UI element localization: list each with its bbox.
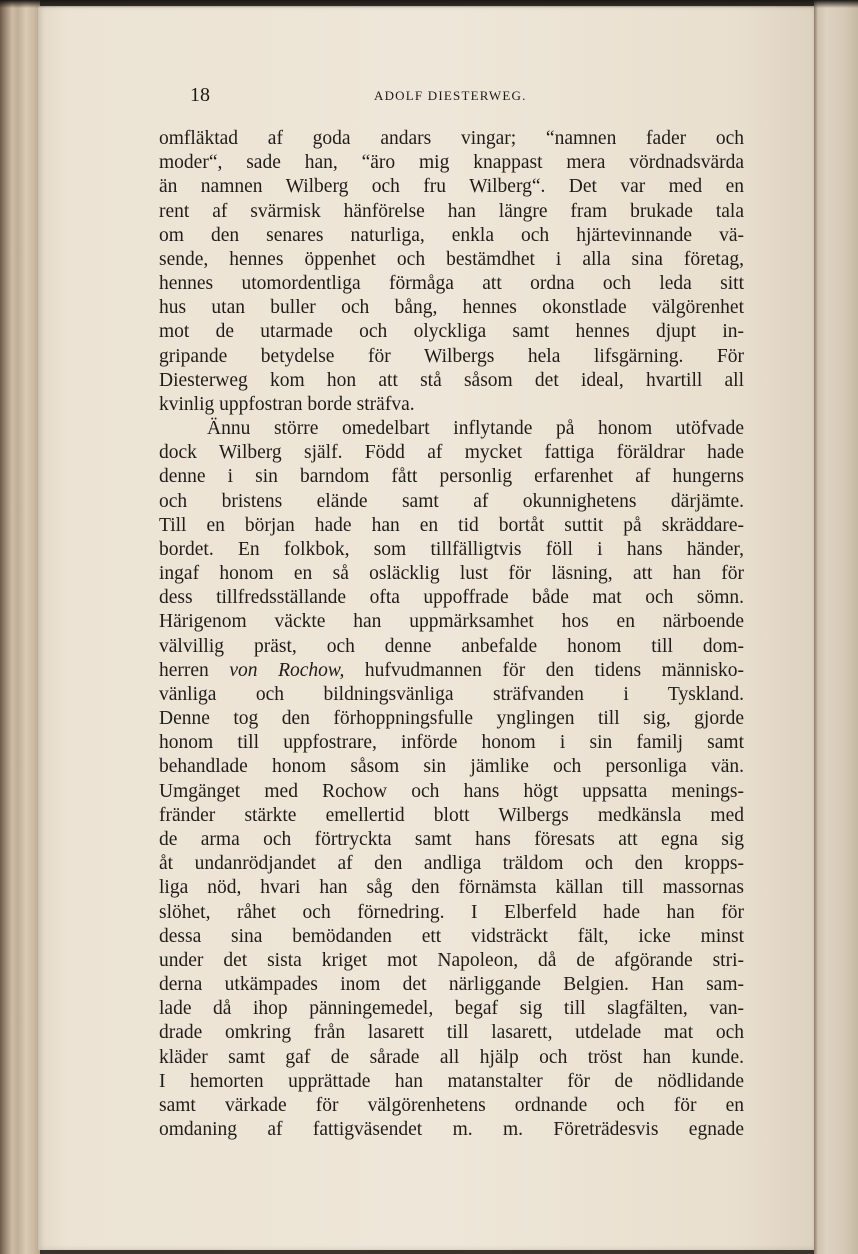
- text-line: än namnen Wilberg och fru Wilberg“. Det var med en: [159, 176, 744, 198]
- text-line: dock Wilberg själf. Född af mycket fattiga föräldrar hade: [159, 442, 744, 464]
- text-line: kläder samt gaf de sårade all hjälp och tröst han kunde.: [159, 1046, 744, 1068]
- text-line: åt undanrödjandet af den andliga träldom och den kropps-: [159, 853, 744, 875]
- text-segment: hufvudmannen för den tidens människo-: [344, 659, 744, 681]
- body-text: [159, 127, 744, 1142]
- text-line: mot de utarmade och olyckliga samt hennes djupt in-: [159, 321, 744, 343]
- page-header: [190, 84, 760, 110]
- italic-name: von Rochow,: [229, 659, 345, 681]
- text-line: behandlade honom såsom sin jämlike och personliga vän.: [159, 756, 744, 778]
- text-line: Till en början hade han en tid bortåt suttit på skräddare-: [159, 514, 744, 536]
- text-line: honom till uppfostrare, införde honom i sin familj samt: [159, 732, 744, 754]
- text-segment: herren: [159, 659, 230, 681]
- text-line: omdaning af fattigväsendet m. m. Företrädesvis egnade: [159, 1119, 744, 1141]
- text-line: dessa sina bemödanden ett vidsträckt fält, icke minst: [159, 925, 744, 947]
- text-line: Härigenom väckte han uppmärksamhet hos en närboende: [159, 611, 744, 633]
- running-head: ADOLF DIESTERWEG.: [374, 88, 527, 103]
- page-stack-left-edge: [0, 0, 40, 1254]
- text-line: sende, hennes öppenhet och bestämdhet i alla sina företag,: [159, 248, 744, 270]
- scan-top-shadow: [0, 0, 858, 8]
- text-line: samt värkade för välgörenhetens ordnande och för en: [159, 1094, 744, 1116]
- text-line: dess tillfredsställande ofta uppoffrade både mat och sömn.: [159, 587, 744, 609]
- text-line: [159, 659, 744, 683]
- text-line: vänliga och bildningsvänliga sträfvanden i Tyskland.: [159, 683, 744, 705]
- text-line: lade då ihop pänningemedel, begaf sig till slagfälten, van-: [159, 998, 744, 1020]
- text-line: derna utkämpades inom det närliggande Belgien. Han sam-: [159, 974, 744, 996]
- text-line: och bristens elände samt af okunnighetens därjämte.: [159, 490, 744, 512]
- text-line: rent af svärmisk hänförelse han längre fram brukade tala: [159, 200, 744, 222]
- text-line: Denne tog den förhoppningsfulle ynglingen till sig, gjorde: [159, 708, 744, 730]
- text-line: om den senares naturliga, enkla och hjärtevinnande vä-: [159, 224, 744, 246]
- text-line: fränder stärkte emellertid blott Wilbergs medkänsla med: [159, 804, 744, 826]
- text-line: gripande betydelse för Wilbergs hela lifsgärning. För: [159, 345, 744, 367]
- text-line: bordet. En folkbok, som tillfälligtvis föll i hans händer,: [159, 538, 744, 560]
- text-line: ingaf honom en så osläcklig lust för läsning, att han för: [159, 563, 744, 585]
- text-line: moder“, sade han, “äro mig knappast mera vördnadsvärda: [159, 152, 744, 174]
- text-line: drade omkring från lasarett till lasarett, utdelade mat och: [159, 1022, 744, 1044]
- text-line: välvillig präst, och denne anbefalde honom till dom-: [159, 635, 744, 657]
- text-line: omfläktad af goda andars vingar; “namnen fader och: [159, 128, 744, 149]
- text-line: slöhet, råhet och förnedring. I Elberfeld hade han för: [159, 901, 744, 923]
- text-line: under det sista kriget mot Napoleon, då de afgörande stri-: [159, 949, 744, 971]
- page-number: 18: [190, 84, 210, 106]
- text-line: I hemorten upprättade han matanstalter för de nödlidande: [159, 1070, 744, 1092]
- text-line: liga nöd, hvari han såg den förnämsta källan till massornas: [159, 877, 744, 899]
- text-line: hennes utomordentliga förmåga att ordna och leda sitt: [159, 273, 744, 295]
- text-line: Umgänget med Rochow och hans högt uppsatta menings-: [159, 780, 744, 802]
- text-line: Diesterweg kom hon att stå såsom det ideal, hvartill all: [159, 369, 744, 391]
- facing-page-edge: [814, 0, 858, 1254]
- text-line: de arma och förtryckta samt hans föresats att egna sig: [159, 828, 744, 850]
- text-line: Ännu större omedelbart inflytande på honom utöfvade: [207, 418, 744, 440]
- text-line: hus utan buller och bång, hennes okonstlade välgörenhet: [159, 297, 744, 319]
- text-line: denne i sin barndom fått personlig erfarenhet af hungerns: [159, 466, 744, 488]
- text-line: kvinlig uppfostran borde sträfva.: [159, 393, 415, 415]
